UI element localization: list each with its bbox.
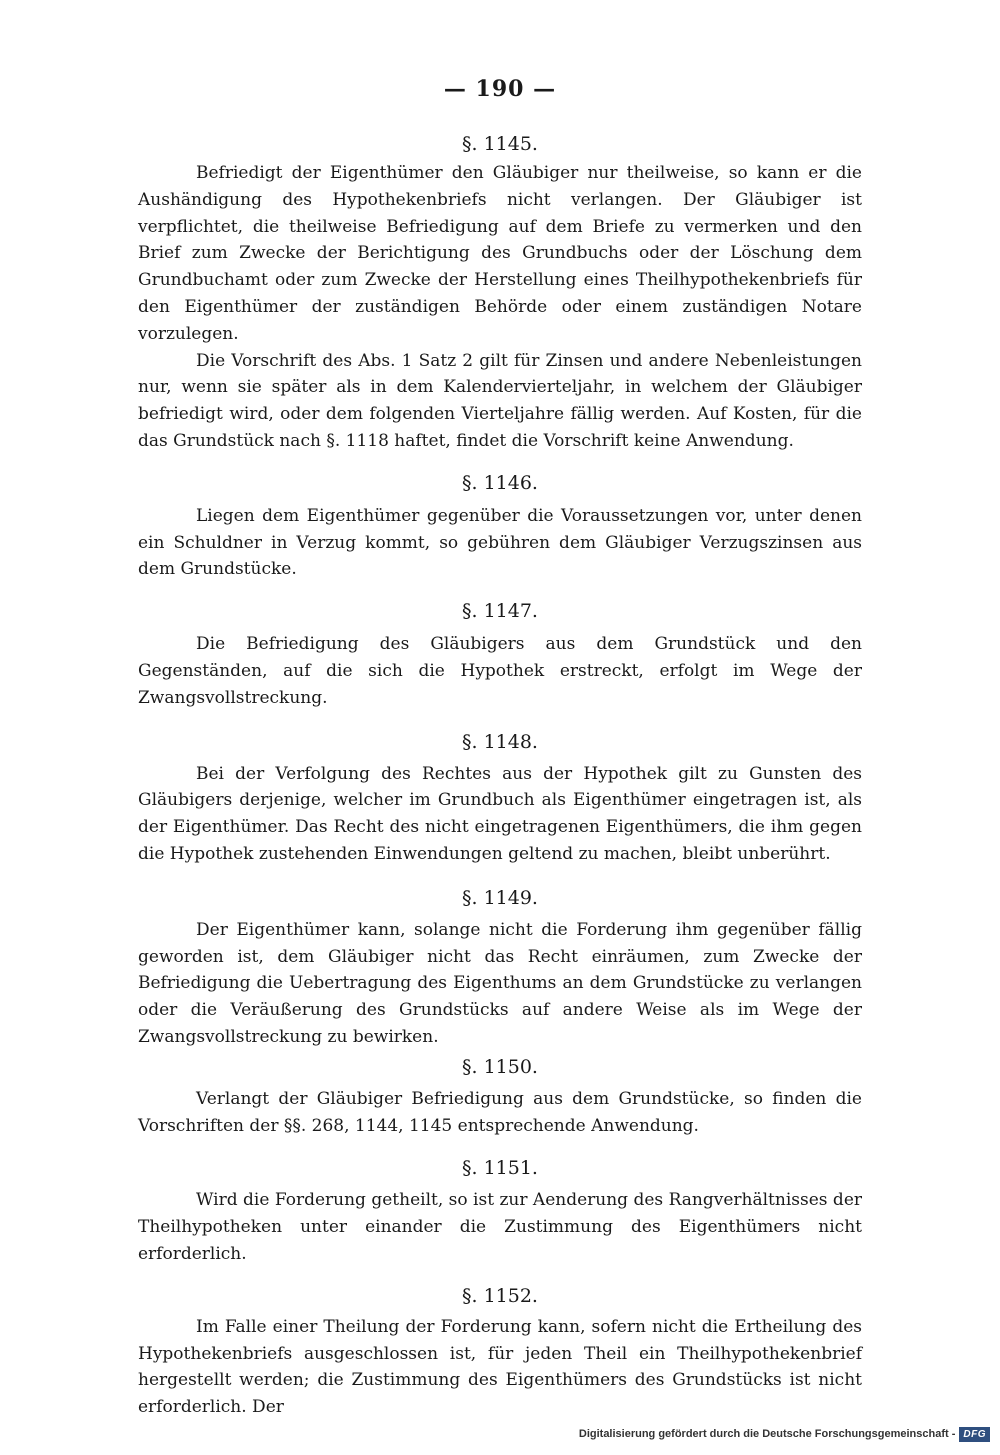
- paragraph: Befriedigt der Eigenthümer den Gläubiger nur theilweise, so kann er die Aushändigung des Hypothekenbriefs nicht verlangen. Der Gläubiger ist verpflichtet, die theilweise Befriedigung auf dem Briefe zu vermerken und den Brief zum Zwecke der Berichtigung des Grundbuchs oder der Löschung dem Grundbuchamt oder zum Zwecke der Herstellung eines Theilhypothekenbriefs für den Eigenthümer der zuständigen Behörde oder einem zuständigen Notare vorzulegen.: [138, 163, 862, 344]
- paragraph: Im Falle einer Theilung der Forderung kann, sofern nicht die Ertheilung des Hypothekenbriefs ausgeschlossen ist, für jeden Theil ein Theilhypothekenbrief hergestellt werden; die Zustimmung des Eigenthümers des Grundstücks ist nicht erforderlich. Der: [138, 1316, 862, 1418]
- paragraph: Der Eigenthümer kann, solange nicht die Forderung ihm gegenüber fällig geworden ist, dem Gläubiger nicht das Recht einräumen, zum Zwecke der Befriedigung die Uebertragung des Eigenthums an dem Grundstücke zu verlangen oder die Veräußerung des Grundstücks auf andere Weise als im Wege der Zwangsvollstreckung zu bewirken.: [138, 919, 862, 1047]
- paragraph: Liegen dem Eigenthümer gegenüber die Voraussetzungen vor, unter denen ein Schuldner in Verzug kommt, so gebühren dem Gläubiger Verzugszinsen aus dem Grundstücke.: [138, 505, 862, 580]
- page-number: — 190 —: [443, 76, 557, 102]
- section-1149: [138, 884, 862, 1051]
- section-1146: [138, 469, 862, 583]
- digitization-footer: [579, 1423, 990, 1445]
- section-heading: §. 1147.: [462, 600, 538, 623]
- paragraph: Die Vorschrift des Abs. 1 Satz 2 gilt für Zinsen und andere Nebenleistungen nur, wenn sie später als in dem Kalendervierteljahr, in welchem der Gläubiger befriedigt wird, oder dem folgenden Vierteljahre fällig werden. Auf Kosten, für die das Grundstück nach §. 1118 haftet, findet die Vorschrift keine Anwendung.: [138, 350, 862, 451]
- section-1151: [138, 1154, 862, 1267]
- dfg-logo: DFG: [959, 1427, 990, 1442]
- paragraph: Bei der Verfolgung des Rechtes aus der Hypothek gilt zu Gunsten des Gläubigers derjenige, welcher im Grundbuch als Eigenthümer eingetragen ist, als der Eigenthümer. Das Recht des nicht eingetragenen Eigenthümers, die ihm gegen die Hypothek zustehenden Einwendungen geltend zu machen, bleibt unberührt.: [138, 763, 862, 864]
- footer-text: Digitalisierung gefördert durch die Deutsche Forschungsgemeinschaft -: [578, 1428, 956, 1440]
- section-heading: §. 1151.: [462, 1157, 538, 1180]
- document-body: [138, 130, 862, 1421]
- section-heading: §. 1149.: [462, 886, 538, 909]
- section-heading: §. 1145.: [462, 133, 538, 155]
- section-1147: [138, 597, 862, 711]
- section-heading: §. 1146.: [462, 471, 538, 494]
- paragraph: Verlangt der Gläubiger Befriedigung aus dem Grundstücke, so finden die Vorschriften der §§. 268, 1144, 1145 entsprechende Anwendung.: [138, 1088, 862, 1136]
- section-1145: [138, 130, 862, 455]
- section-1148: [138, 728, 862, 868]
- section-1152: [138, 1282, 862, 1421]
- section-heading: §. 1152.: [462, 1284, 538, 1307]
- paragraph: Wird die Forderung getheilt, so ist zur Aenderung des Rangverhältnisses der Theilhypotheken unter einander die Zustimmung des Eigenthümers nicht erforderlich.: [138, 1190, 862, 1264]
- section-1150: [138, 1053, 862, 1140]
- paragraph: Die Befriedigung des Gläubigers aus dem Grundstück und den Gegenständen, auf die sich die Hypothek erstreckt, erfolgt im Wege der Zwangsvollstreckung.: [138, 634, 862, 708]
- section-heading: §. 1148.: [462, 730, 538, 753]
- section-heading: §. 1150.: [462, 1055, 538, 1078]
